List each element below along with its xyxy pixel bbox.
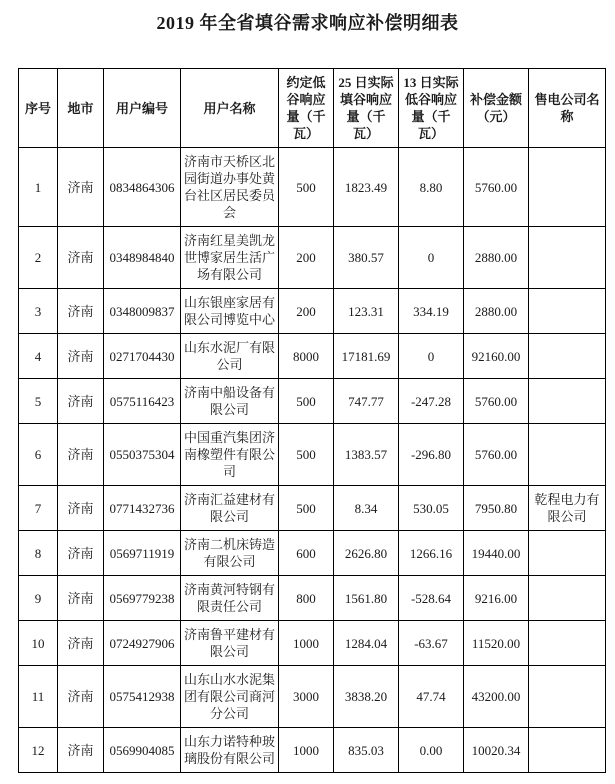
cell-user-id: 0575116423: [104, 379, 181, 424]
cell-agreed-valley-response-kw: 500: [279, 379, 334, 424]
table-row: [19, 621, 606, 666]
cell-electricity-sales-company: [529, 621, 606, 666]
cell-serial-number: 4: [19, 334, 58, 379]
cell-day13-actual-valley-response-kw: 1266.16: [399, 531, 464, 576]
cell-user-name: 济南市天桥区北园街道办事处黄台社区居民委员会: [181, 148, 279, 227]
cell-electricity-sales-company: [529, 424, 606, 486]
cell-electricity-sales-company: [529, 728, 606, 773]
cell-electricity-sales-company: [529, 227, 606, 289]
cell-serial-number: 8: [19, 531, 58, 576]
cell-compensation-amount-yuan: 5760.00: [464, 424, 529, 486]
cell-compensation-amount-yuan: 92160.00: [464, 334, 529, 379]
cell-day25-actual-fill-response-kw: 835.03: [334, 728, 399, 773]
cell-compensation-amount-yuan: 2880.00: [464, 227, 529, 289]
table-row: [19, 728, 606, 773]
table-row: [19, 576, 606, 621]
cell-user-name: 济南汇益建材有限公司: [181, 486, 279, 531]
cell-city: 济南: [58, 148, 104, 227]
cell-city: 济南: [58, 576, 104, 621]
cell-serial-number: 12: [19, 728, 58, 773]
cell-day25-actual-fill-response-kw: 1383.57: [334, 424, 399, 486]
cell-agreed-valley-response-kw: 600: [279, 531, 334, 576]
cell-compensation-amount-yuan: 11520.00: [464, 621, 529, 666]
cell-day13-actual-valley-response-kw: 0: [399, 227, 464, 289]
cell-electricity-sales-company: [529, 289, 606, 334]
cell-user-id: 0271704430: [104, 334, 181, 379]
cell-agreed-valley-response-kw: 8000: [279, 334, 334, 379]
column-header-user-name: 用户名称: [181, 69, 279, 148]
compensation-table: [18, 68, 606, 773]
cell-user-id: 0575412938: [104, 666, 181, 728]
cell-day13-actual-valley-response-kw: 0: [399, 334, 464, 379]
cell-compensation-amount-yuan: 10020.34: [464, 728, 529, 773]
cell-user-id: 0771432736: [104, 486, 181, 531]
cell-day25-actual-fill-response-kw: 17181.69: [334, 334, 399, 379]
cell-day25-actual-fill-response-kw: 3838.20: [334, 666, 399, 728]
cell-day25-actual-fill-response-kw: 8.34: [334, 486, 399, 531]
cell-agreed-valley-response-kw: 3000: [279, 666, 334, 728]
cell-electricity-sales-company: 乾程电力有限公司: [529, 486, 606, 531]
cell-day25-actual-fill-response-kw: 1284.04: [334, 621, 399, 666]
cell-day13-actual-valley-response-kw: 47.74: [399, 666, 464, 728]
table-header-row: [19, 69, 606, 148]
cell-day25-actual-fill-response-kw: 1823.49: [334, 148, 399, 227]
cell-serial-number: 5: [19, 379, 58, 424]
table-row: [19, 666, 606, 728]
cell-user-id: 0348984840: [104, 227, 181, 289]
cell-serial-number: 6: [19, 424, 58, 486]
cell-compensation-amount-yuan: 9216.00: [464, 576, 529, 621]
cell-user-id: 0834864306: [104, 148, 181, 227]
table-row: [19, 531, 606, 576]
cell-day13-actual-valley-response-kw: -528.64: [399, 576, 464, 621]
cell-agreed-valley-response-kw: 1000: [279, 621, 334, 666]
cell-agreed-valley-response-kw: 800: [279, 576, 334, 621]
cell-electricity-sales-company: [529, 576, 606, 621]
table-header: [19, 69, 606, 148]
cell-day13-actual-valley-response-kw: 0.00: [399, 728, 464, 773]
table-row: [19, 148, 606, 227]
cell-electricity-sales-company: [529, 666, 606, 728]
cell-day13-actual-valley-response-kw: 530.05: [399, 486, 464, 531]
column-header-day13-actual-valley-response-kw: 13 日实际低谷响应量（千瓦）: [399, 69, 464, 148]
table-body: [19, 148, 606, 773]
column-header-compensation-amount-yuan: 补偿金额（元）: [464, 69, 529, 148]
cell-compensation-amount-yuan: 19440.00: [464, 531, 529, 576]
cell-city: 济南: [58, 334, 104, 379]
cell-serial-number: 1: [19, 148, 58, 227]
page-title: 2019 年全省填谷需求响应补偿明细表: [156, 13, 459, 33]
cell-city: 济南: [58, 424, 104, 486]
column-header-electricity-sales-company: 售电公司名称: [529, 69, 606, 148]
cell-day13-actual-valley-response-kw: 8.80: [399, 148, 464, 227]
cell-user-name: 中国重汽集团济南橡塑件有限公司: [181, 424, 279, 486]
cell-day25-actual-fill-response-kw: 1561.80: [334, 576, 399, 621]
cell-user-name: 山东水泥厂有限公司: [181, 334, 279, 379]
cell-day25-actual-fill-response-kw: 380.57: [334, 227, 399, 289]
cell-user-name: 山东银座家居有限公司博览中心: [181, 289, 279, 334]
cell-city: 济南: [58, 379, 104, 424]
cell-serial-number: 3: [19, 289, 58, 334]
table-row: [19, 227, 606, 289]
cell-compensation-amount-yuan: 2880.00: [464, 289, 529, 334]
cell-user-id: 0348009837: [104, 289, 181, 334]
cell-city: 济南: [58, 666, 104, 728]
cell-compensation-amount-yuan: 5760.00: [464, 148, 529, 227]
cell-city: 济南: [58, 728, 104, 773]
column-header-agreed-valley-response-kw: 约定低谷响应量（千瓦）: [279, 69, 334, 148]
cell-electricity-sales-company: [529, 148, 606, 227]
cell-user-name: 济南红星美凯龙世博家居生活广场有限公司: [181, 227, 279, 289]
cell-electricity-sales-company: [529, 379, 606, 424]
cell-electricity-sales-company: [529, 334, 606, 379]
cell-user-id: 0724927906: [104, 621, 181, 666]
cell-user-name: 山东力诺特种玻璃股份有限公司: [181, 728, 279, 773]
column-header-city: 地市: [58, 69, 104, 148]
cell-agreed-valley-response-kw: 1000: [279, 728, 334, 773]
cell-city: 济南: [58, 531, 104, 576]
cell-user-name: 济南中船设备有限公司: [181, 379, 279, 424]
cell-serial-number: 7: [19, 486, 58, 531]
cell-agreed-valley-response-kw: 200: [279, 289, 334, 334]
cell-user-name: 济南二机床铸造有限公司: [181, 531, 279, 576]
cell-serial-number: 9: [19, 576, 58, 621]
cell-day13-actual-valley-response-kw: -296.80: [399, 424, 464, 486]
cell-city: 济南: [58, 486, 104, 531]
cell-serial-number: 11: [19, 666, 58, 728]
column-header-serial-number: 序号: [19, 69, 58, 148]
cell-city: 济南: [58, 227, 104, 289]
cell-agreed-valley-response-kw: 500: [279, 486, 334, 531]
cell-city: 济南: [58, 621, 104, 666]
cell-compensation-amount-yuan: 5760.00: [464, 379, 529, 424]
cell-serial-number: 2: [19, 227, 58, 289]
cell-agreed-valley-response-kw: 500: [279, 148, 334, 227]
cell-day25-actual-fill-response-kw: 747.77: [334, 379, 399, 424]
cell-day13-actual-valley-response-kw: -63.67: [399, 621, 464, 666]
cell-day13-actual-valley-response-kw: -247.28: [399, 379, 464, 424]
cell-user-id: 0569711919: [104, 531, 181, 576]
cell-agreed-valley-response-kw: 500: [279, 424, 334, 486]
table-row: [19, 289, 606, 334]
column-header-user-id: 用户编号: [104, 69, 181, 148]
cell-user-id: 0550375304: [104, 424, 181, 486]
cell-day25-actual-fill-response-kw: 123.31: [334, 289, 399, 334]
cell-user-id: 0569904085: [104, 728, 181, 773]
cell-city: 济南: [58, 289, 104, 334]
cell-serial-number: 10: [19, 621, 58, 666]
table-row: [19, 379, 606, 424]
table-row: [19, 486, 606, 531]
cell-day13-actual-valley-response-kw: 334.19: [399, 289, 464, 334]
table-row: [19, 334, 606, 379]
cell-compensation-amount-yuan: 43200.00: [464, 666, 529, 728]
cell-user-name: 山东山水水泥集团有限公司商河分公司: [181, 666, 279, 728]
cell-user-name: 济南鲁平建材有限公司: [181, 621, 279, 666]
table-row: [19, 424, 606, 486]
cell-user-name: 济南黄河特钢有限责任公司: [181, 576, 279, 621]
cell-agreed-valley-response-kw: 200: [279, 227, 334, 289]
cell-user-id: 0569779238: [104, 576, 181, 621]
cell-compensation-amount-yuan: 7950.80: [464, 486, 529, 531]
cell-electricity-sales-company: [529, 531, 606, 576]
column-header-day25-actual-fill-response-kw: 25 日实际填谷响应量（千瓦）: [334, 69, 399, 148]
cell-day25-actual-fill-response-kw: 2626.80: [334, 531, 399, 576]
